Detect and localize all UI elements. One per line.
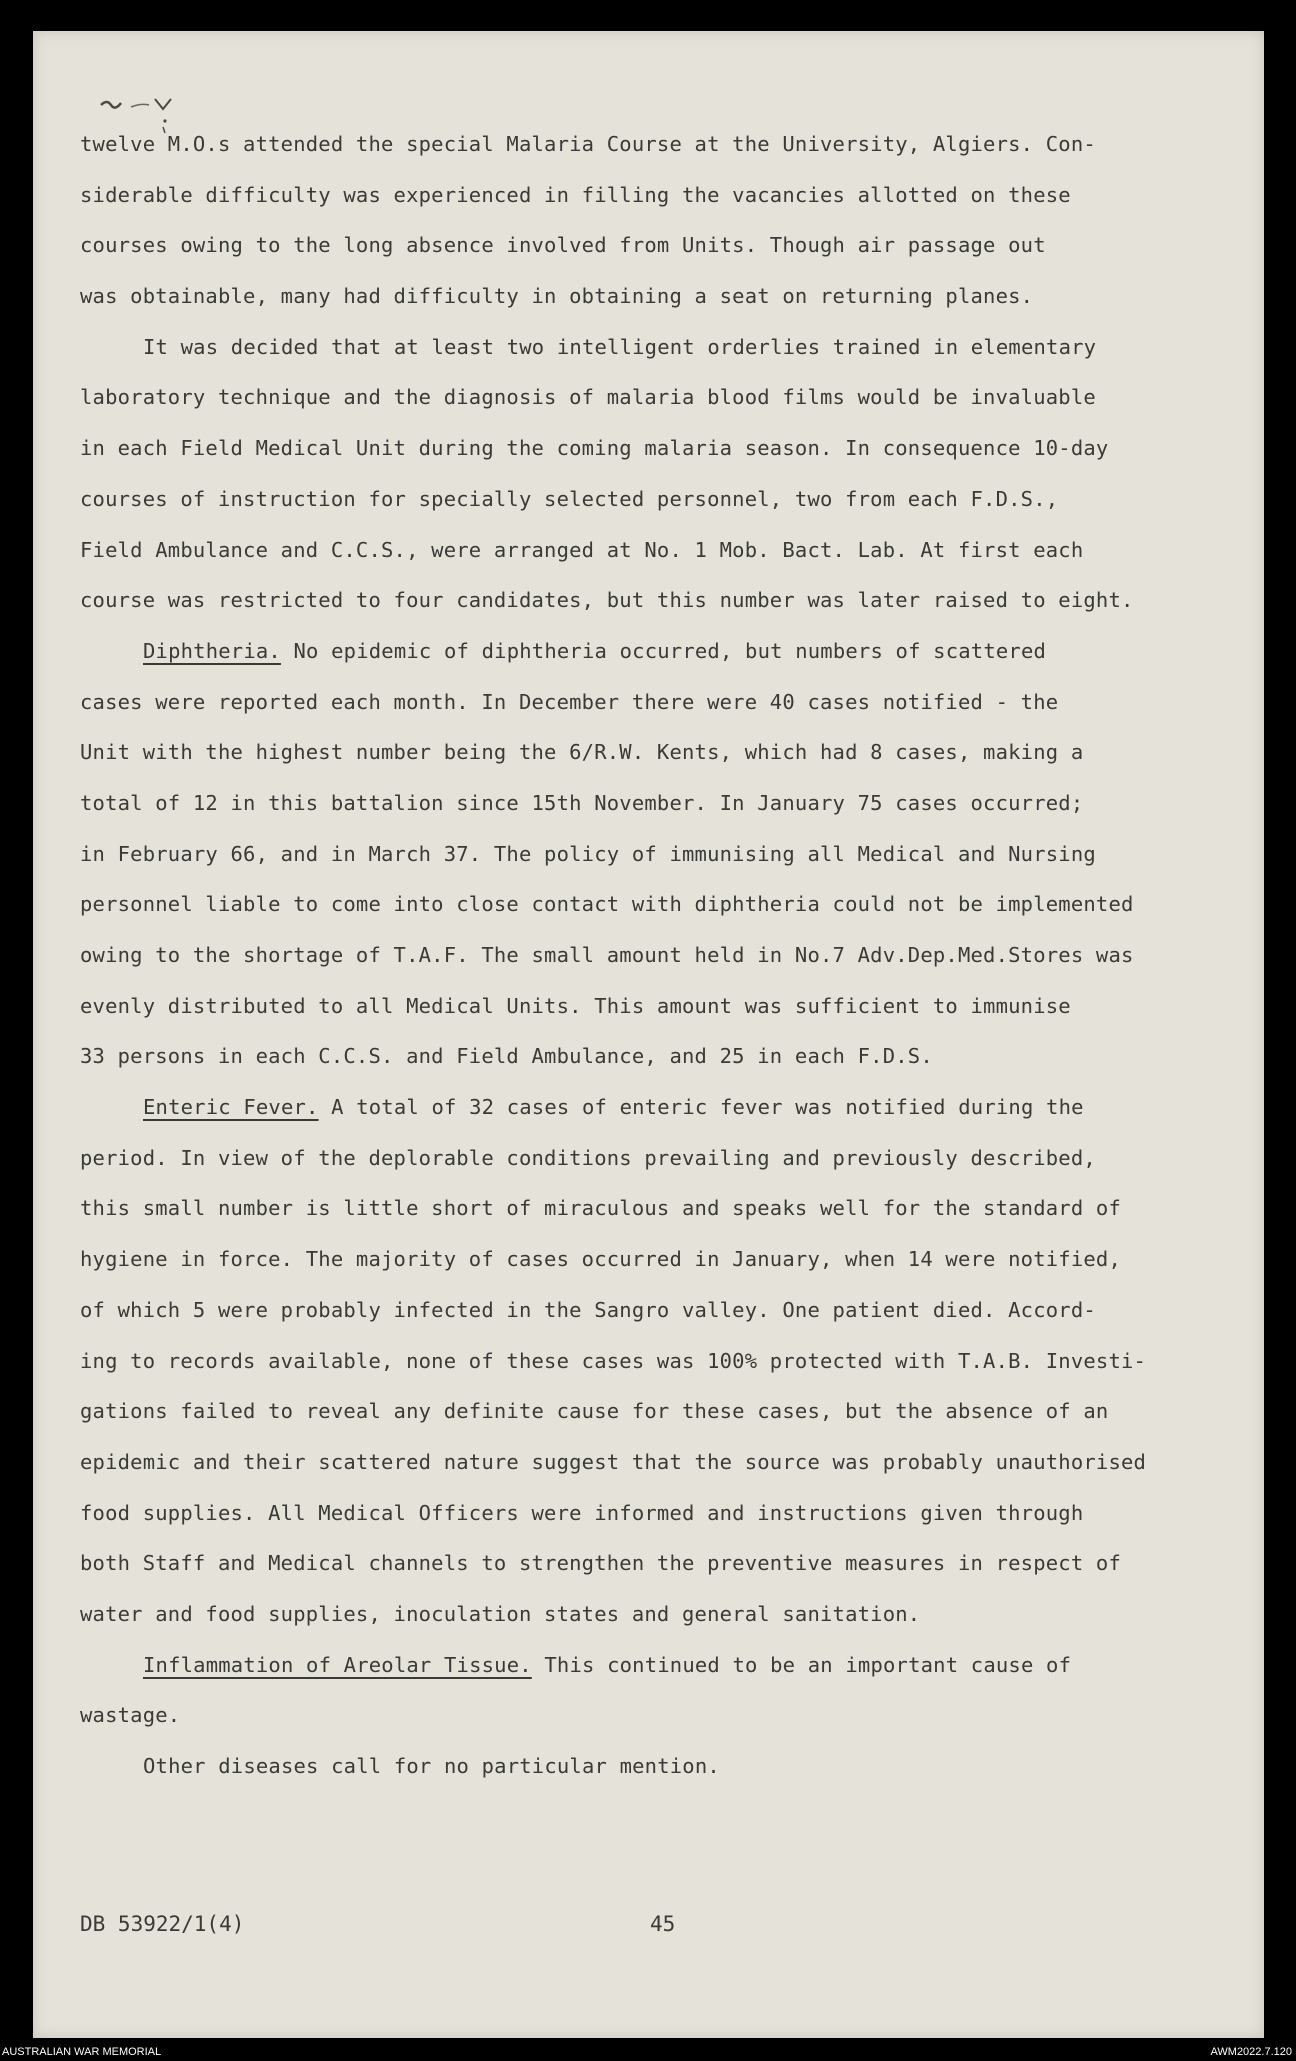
text-line: siderable difficulty was experienced in filling the vacancies allotted on these [80,182,1071,207]
text-line: gations failed to reveal any definite cause for these cases, but the absence of an [80,1399,1109,1424]
text-line: of which 5 were probably infected in the Sangro valley. One patient died. Accord- [80,1297,1096,1322]
text-line: hygiene in force. The majority of cases occurred in January, when 14 were notified, [80,1247,1121,1272]
text-line: evenly distributed to all Medical Units. This amount was sufficient to immunise [80,993,1071,1018]
section-heading-diphtheria: Diphtheria. [143,638,281,663]
text-line: ing to records available, none of these cases was 100% protected with T.A.B. Investi- [80,1348,1147,1373]
section-heading-areolar-tissue: Inflammation of Areolar Tissue. [143,1652,532,1677]
page-number: 45 [650,1912,676,1936]
document-reference: DB 53922/1(4) [80,1912,245,1936]
archive-label: AUSTRALIAN WAR MEMORIAL [2,2046,162,2058]
text-line: was obtainable, many had difficulty in obtaining a seat on returning planes. [80,284,1034,309]
text-line: courses of instruction for specially selected personnel, two from each F.D.S., [80,486,1059,511]
text-line: courses owing to the long absence involved from Units. Though air passage out [80,233,1046,258]
text-line: period. In view of the deplorable conditions prevailing and previously described, [80,1145,1096,1170]
text-line: wastage. [80,1703,181,1728]
text-line: Field Ambulance and C.C.S., were arranged at No. 1 Mob. Bact. Lab. At first each [80,537,1084,562]
text-line: in February 66, and in March 37. The policy of immunising all Medical and Nursing [80,841,1096,866]
text-line: No epidemic of diphtheria occurred, but numbers of scattered [280,638,1047,663]
section-heading-enteric-fever: Enteric Fever. [143,1095,319,1120]
text-line: 33 persons in each C.C.S. and Field Ambulance, and 25 in each F.D.S. [80,1044,933,1069]
typed-body [80,119,1220,1792]
text-line: This continued to be an important cause of [531,1652,1072,1677]
text-line: Other diseases call for no particular mention. [143,1754,720,1778]
text-line: laboratory technique and the diagnosis of malaria blood films would be invaluable [80,385,1096,410]
section-line-diphtheria [80,626,1220,677]
text-line: personnel liable to come into close contact with diphtheria could not be implemented [80,892,1134,917]
text-line: food supplies. All Medical Officers were informed and instructions given through [80,1500,1084,1525]
text-line: water and food supplies, inoculation states and general sanitation. [80,1601,921,1626]
archive-id: AWM2022.7.120 [1210,2046,1292,2058]
text-line: It was decided that at least two intelligent orderlies trained in elementary [143,334,1097,359]
text-line: A total of 32 cases of enteric fever was notified during the [318,1095,1084,1120]
text-line: epidemic and their scattered nature suggest that the source was probably unauthorised [80,1449,1147,1474]
text-line: cases were reported each month. In December there were 40 cases notified - the [80,689,1059,714]
text-line: both Staff and Medical channels to strengthen the preventive measures in respect of [80,1551,1121,1576]
text-line: course was restricted to four candidates, but this number was later raised to eight. [80,588,1134,613]
section-line-enteric-fever [80,1082,1220,1133]
section-line-areolar-tissue [80,1640,1220,1691]
text-line: total of 12 in this battalion since 15th November. In January 75 cases occurred; [80,790,1084,815]
text-line: this small number is little short of miraculous and speaks well for the standard of [80,1196,1121,1221]
text-line: twelve M.O.s attended the special Malaria Course at the University, Algiers. Con- [80,132,1096,156]
text-line: owing to the shortage of T.A.F. The small amount held in No.7 Adv.Dep.Med.Stores was [80,943,1134,967]
text-line: in each Field Medical Unit during the coming malaria season. In consequence 10-day [80,436,1109,461]
text-line: Unit with the highest number being the 6/R.W. Kents, which had 8 cases, making a [80,740,1084,765]
